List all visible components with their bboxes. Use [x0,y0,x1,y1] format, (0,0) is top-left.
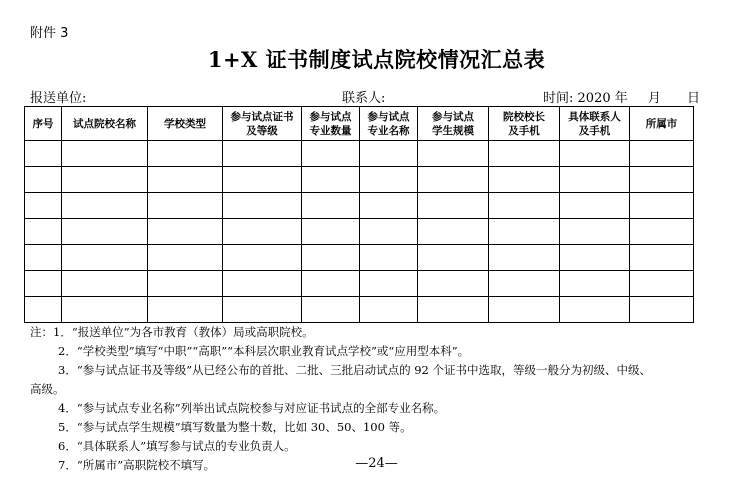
table-cell [489,245,560,271]
note-line: 7．“所属市”高职院校不填写。 [58,458,216,472]
table-cell [418,219,489,245]
month-text: 月 [647,91,661,106]
table-cell [630,167,694,193]
note-line: 高级。 [30,382,65,396]
header-major-names: 参与试点 专业名称 [360,107,418,141]
table-cell [489,219,560,245]
table-cell [302,271,360,297]
table-cell [148,245,223,271]
note-line: 注：1．“报送单位”为各市教育（教体）局或高职院校。 [30,325,314,339]
table-cell [223,167,302,193]
table-cell [25,297,62,323]
table-row [25,219,694,245]
table-cell [302,141,360,167]
table-row [25,245,694,271]
table-row [25,193,694,219]
contact-label: 联系人: [342,91,386,106]
table-cell [223,271,302,297]
table-cell [360,271,418,297]
table-cell [62,297,148,323]
table-cell [489,167,560,193]
table-cell [630,193,694,219]
table-cell [302,245,360,271]
table-cell [25,245,62,271]
header-school-name: 试点院校名称 [62,107,148,141]
table-cell [25,167,62,193]
year-text: 2020 年 [577,91,628,106]
header-index: 序号 [25,107,62,141]
header-major-count: 参与试点 专业数量 [302,107,360,141]
table-cell [560,297,630,323]
table-cell [25,219,62,245]
table-cell [560,245,630,271]
table-cell [630,141,694,167]
table-cell [62,219,148,245]
table-cell [360,245,418,271]
table-cell [25,271,62,297]
attachment-label: 附件 3 [30,26,69,41]
table-cell [418,297,489,323]
summary-table [24,106,694,323]
table-cell [630,297,694,323]
day-text: 日 [687,91,701,106]
table-cell [148,297,223,323]
table-cell [630,245,694,271]
table-row [25,167,694,193]
note-line: 2．“学校类型”填写“中职”“高职”“本科层次职业教育试点学校”或“应用型本科”。 [58,344,470,358]
table-row [25,141,694,167]
table-cell [560,193,630,219]
reporting-unit-label: 报送单位: [30,91,87,106]
table-cell [560,271,630,297]
table-cell [360,141,418,167]
header-student-scale: 参与试点 学生规模 [418,107,489,141]
table-cell [62,245,148,271]
table-cell [302,167,360,193]
table-cell [148,167,223,193]
table-cell [62,193,148,219]
table-cell [560,141,630,167]
date-line [543,87,700,106]
table-cell [630,271,694,297]
table-cell [223,219,302,245]
table-cell [62,167,148,193]
table-cell [418,245,489,271]
table-cell [489,193,560,219]
note-line: 5．“参与试点学生规模”填写数量为整十数，比如 30、50、100 等。 [58,420,412,434]
table-cell [360,297,418,323]
table-cell [148,193,223,219]
table-cell [302,219,360,245]
table-cell [302,297,360,323]
table-row [25,271,694,297]
header-contact-phone: 具体联系人 及手机 [560,107,630,141]
table-cell [223,193,302,219]
notes-section [30,323,700,475]
document-title: 1+X 证书制度试点院校情况汇总表 [207,47,546,72]
table-cell [560,219,630,245]
header-school-type: 学校类型 [148,107,223,141]
table-cell [418,141,489,167]
note-line: 6．“具体联系人”填写参与试点的专业负责人。 [58,439,296,453]
table-cell [630,219,694,245]
table-cell [62,141,148,167]
note-line: 3．“参与试点证书及等级”从已经公布的首批、二批、三批启动试点的 92 个证书中选取，等级一般分为初级、中级、 [58,363,652,377]
table-cell [560,167,630,193]
table-cell [62,271,148,297]
table-cell [223,245,302,271]
table-cell [360,193,418,219]
table-cell [25,141,62,167]
table-cell [223,141,302,167]
header-city: 所属市 [630,107,694,141]
table-cell [25,193,62,219]
table-header-row [25,107,694,141]
table-cell [148,271,223,297]
table-cell [148,141,223,167]
table-cell [418,271,489,297]
table-cell [360,167,418,193]
table-cell [489,271,560,297]
table-cell [223,297,302,323]
table-cell [418,193,489,219]
header-principal-phone: 院校校长 及手机 [489,107,560,141]
table-cell [360,219,418,245]
table-row [25,297,694,323]
table-cell [302,193,360,219]
note-line: 4．“参与试点专业名称”列举出试点院校参与对应证书试点的全部专业名称。 [58,401,446,415]
table-cell [489,141,560,167]
header-certificate-level: 参与试点证书 及等级 [223,107,302,141]
page-number: —24— [355,456,398,471]
time-label: 时间: [543,91,574,106]
table-cell [148,219,223,245]
table-cell [418,167,489,193]
table-cell [489,297,560,323]
